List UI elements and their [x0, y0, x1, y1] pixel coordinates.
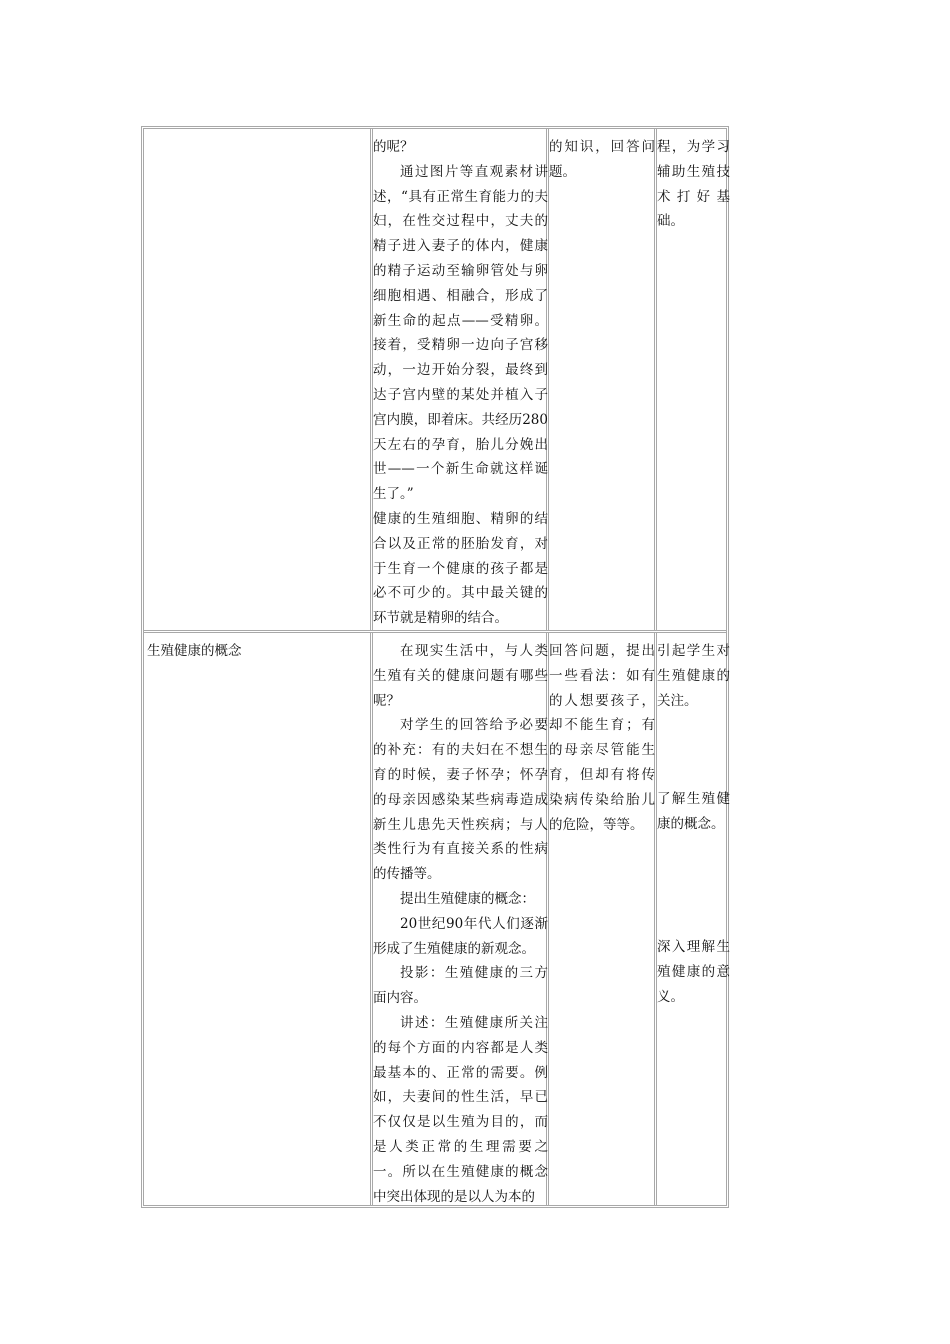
section-title: 生殖健康的概念 — [147, 643, 242, 659]
spacer — [657, 837, 730, 935]
spacer — [657, 713, 730, 787]
teacher-activity-cell — [373, 639, 548, 1209]
paragraph: 深入理解生殖健康的意义。 — [657, 938, 730, 1005]
student-activity-cell — [549, 135, 655, 185]
paragraph: 提出生殖健康的概念： — [400, 890, 535, 907]
table-row — [144, 633, 730, 1205]
paragraph: 20世纪90年代人们逐渐形成了生殖健康的新观念。 — [373, 915, 548, 957]
teacher-activity-cell — [373, 135, 548, 631]
lesson-plan-table — [141, 126, 729, 1208]
paragraph: 回答问题，提出一些看法：如有的人想要孩子，却不能生育；有的母亲尽管能生育，但却有将传染病传染给胎儿的危险，等等。 — [549, 643, 655, 833]
design-intent-cell — [657, 639, 730, 1009]
paragraph: 投影：生殖健康的三方面内容。 — [373, 965, 548, 1007]
paragraph: 在现实生活中，与人类生殖有关的健康问题有哪些呢？ — [373, 643, 548, 709]
paragraph: 了解生殖健康的概念。 — [657, 791, 730, 833]
paragraph: 程，为学习辅助生殖技术打好基础。 — [657, 139, 730, 230]
paragraph: 的知识，回答问题。 — [549, 139, 655, 180]
paragraph: 的呢？ — [373, 139, 414, 155]
student-activity-cell — [549, 639, 655, 837]
table-row — [144, 129, 730, 633]
paragraph: 讲述：生殖健康所关注的每个方面的内容都是人类最基本的、正常的需要。例如，夫妻间的性生活，早已不仅仅是以生殖为目的，而是人类正常的生理需要之一。所以在生殖健康的概念中突出体现的是以人为本的 — [373, 1014, 548, 1205]
paragraph: 健康的生殖细胞、精卵的结合以及正常的胚胎发育，对于生育一个健康的孩子都是必不可少的。其中最关键的环节就是精卵的结合。 — [373, 510, 548, 627]
paragraph: 引起学生对生殖健康的关注。 — [657, 643, 730, 709]
paragraph: 对学生的回答给予必要的补充：有的夫妇在不想生育的时候，妻子怀孕；怀孕的母亲因感染某些病毒造成新生儿患先天性疾病；与人类性行为有直接关系的性病的传播等。 — [373, 717, 548, 883]
paragraph: 通过图片等直观素材讲述，“具有正常生育能力的夫妇，在性交过程中，丈夫的精子进入妻子的体内，健康的精子运动至输卵管处与卵细胞相遇、相融合，形成了新生命的起点——受精卵。接着，受精卵一边向子宫移动，一边开始分裂，最终到达子宫内壁的某处并植入子宫内膜，即着床。共经历280天左右的孕育，胎儿分娩出世——一个新生命就这样诞生了。” — [373, 163, 548, 503]
design-intent-cell — [657, 135, 730, 234]
section-title-cell — [147, 639, 367, 664]
